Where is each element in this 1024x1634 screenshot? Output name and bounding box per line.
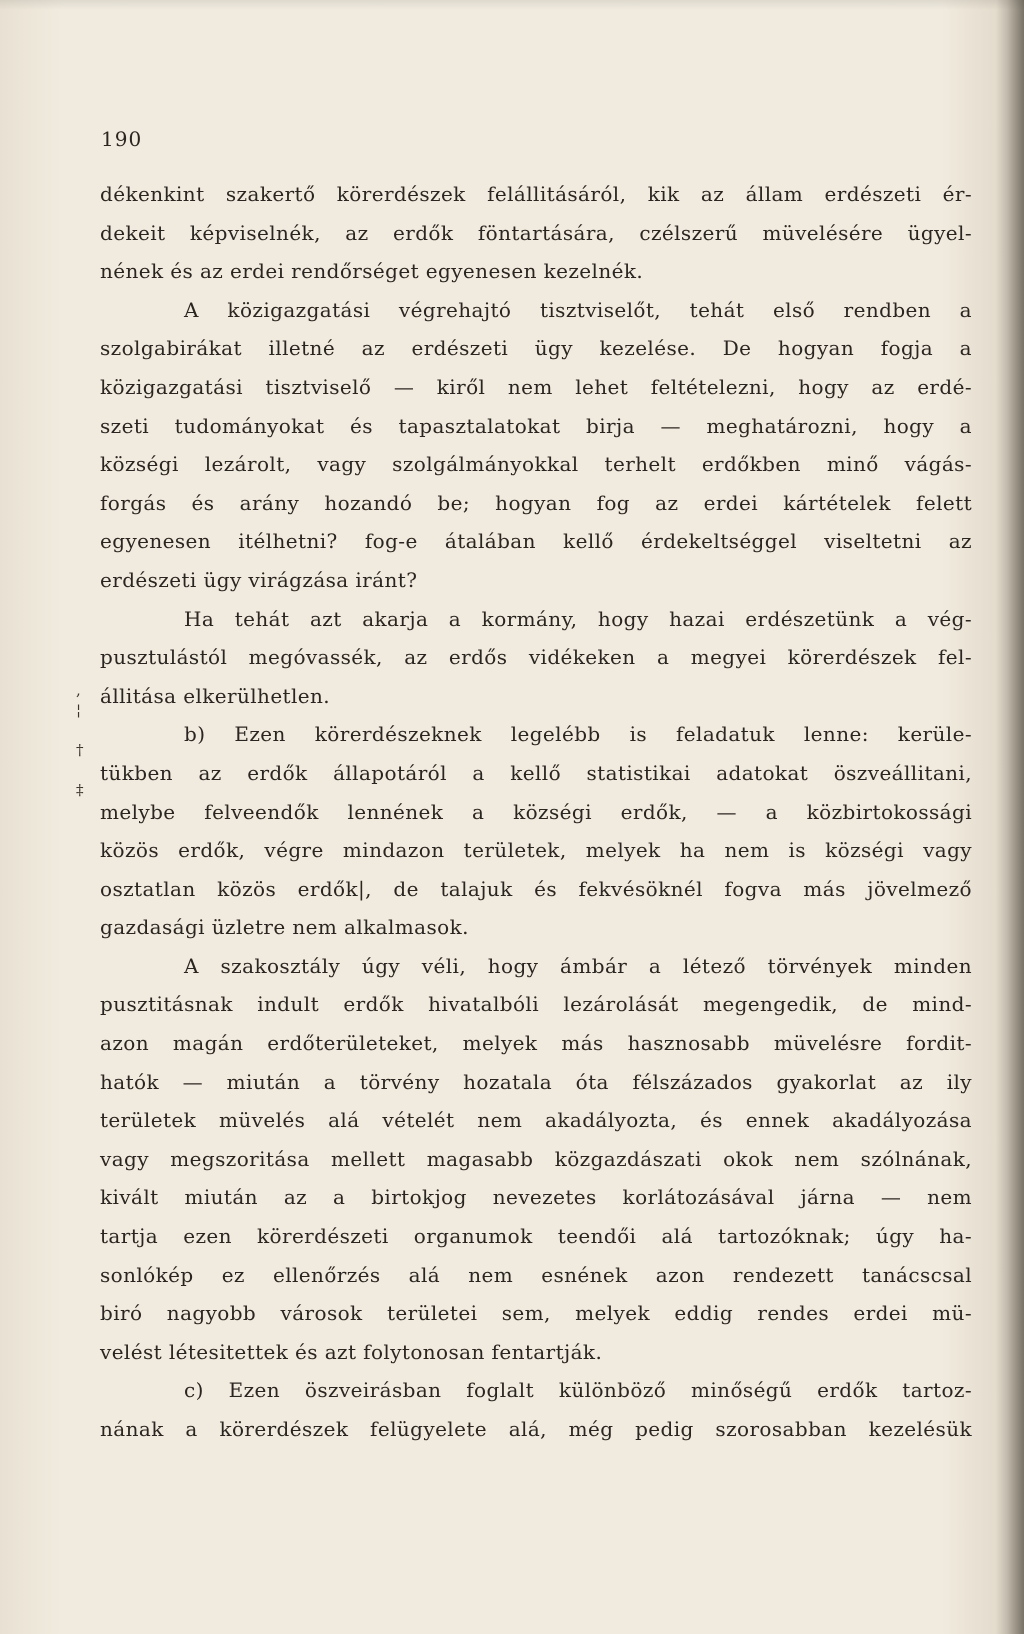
text-line: szeti tudományokat és tapasztalatokat birja — meghatározni, hogy a [100, 413, 972, 438]
text-line: kivált miután az a birtokjog nevezetes korlátozásával járna — nem [100, 1185, 972, 1210]
text-line: hatók — miután a törvény hozatala óta félszázados gyakorlat az ily [100, 1069, 972, 1094]
page-binding-shadow [996, 0, 1024, 1634]
text-line: A szakosztály úgy véli, hogy ámbár a létező törvények minden [184, 953, 972, 978]
text-line: biró nagyobb városok területei sem, melyek eddig rendes erdei mü- [100, 1301, 972, 1326]
text-line: pusztulástól megóvassék, az erdős vidékeken a megyei körerdészek fel- [100, 645, 972, 670]
text-line: Ha tehát azt akarja a kormány, hogy hazai erdészetünk a vég- [184, 606, 972, 631]
text-line: dékenkint szakertő körerdészek felállitásáról, kik az állam erdészeti ér- [100, 182, 972, 206]
text-line: tükben az erdők állapotáról a kellő statistikai adatokat öszveállitani, [100, 760, 972, 785]
text-line: vagy megszoritása mellett magasabb közgazdászati okok nem szólnának, [100, 1146, 972, 1171]
text-line: tartja ezen körerdészeti organumok teendői alá tartozóknak; úgy ha- [100, 1224, 972, 1249]
text-line: szolgabirákat illetné az erdészeti ügy kezelése. De hogyan fogja a [100, 336, 972, 361]
text-line: forgás és arány hozandó be; hogyan fog az erdei kártételek felett [100, 490, 972, 515]
text-line: erdészeti ügy virágzása iránt? [100, 567, 418, 592]
text-line: sonlókép ez ellenőrzés alá nem esnének azon rendezett tanácscsal [100, 1262, 972, 1287]
text-line: velést létesitettek és azt folytonosan fentartják. [100, 1339, 603, 1364]
text-line: azon magán erdőterületeket, melyek más hasznosabb müvelésre fordit- [100, 1031, 972, 1056]
page-number: 190 [101, 127, 143, 151]
page-top-shadow [0, 0, 1024, 10]
text-line: melybe felveendők lennének a községi erdők, — a közbirtokossági [100, 799, 972, 824]
text-line: osztatlan közös erdők|, de talajuk és fekvésöknél fogva más jövelmező [100, 876, 972, 901]
text-line: közös erdők, végre mindazon területek, melyek ha nem is községi vagy [100, 838, 972, 863]
text-line: közigazgatási tisztviselő — kiről nem lehet feltételezni, hogy az erdé- [100, 374, 972, 399]
text-line: állitása elkerülhetlen. [100, 683, 331, 708]
text-line: nének és az erdei rendőrséget egyenesen kezelnék. [100, 259, 644, 284]
margin-marks: , ¦ † ‡ [76, 681, 84, 799]
text-line: területek müvelés alá vételét nem akadályozta, és ennek akadályozása [100, 1108, 972, 1133]
text-line: egyenesen itélhetni? fog-e átalában kellő érdekeltséggel viseltetni az [100, 529, 972, 554]
text-line: községi lezárolt, vagy szolgálmányokkal terhelt erdőkben minő vágás- [100, 452, 972, 477]
text-line: gazdasági üzletre nem alkalmasok. [100, 915, 469, 940]
text-line: nának a körerdészek felügyelete alá, még pedig szorosabban kezelésük [100, 1417, 972, 1441]
text-line: dekeit képviselnék, az erdők föntartására, czélszerű müvelésére ügyel- [100, 220, 972, 245]
body-text [100, 175, 972, 1449]
text-line: pusztitásnak indult erdők hivatalbóli lezárolását megengedik, de mind- [100, 992, 972, 1017]
text-line: b) Ezen körerdészeknek legelébb is feladatuk lenne: kerüle- [184, 722, 972, 747]
text-line: c) Ezen öszveirásban foglalt különböző minőségű erdők tartoz- [184, 1378, 972, 1403]
text-line: A közigazgatási végrehajtó tisztviselőt, tehát első rendben a [184, 297, 972, 322]
